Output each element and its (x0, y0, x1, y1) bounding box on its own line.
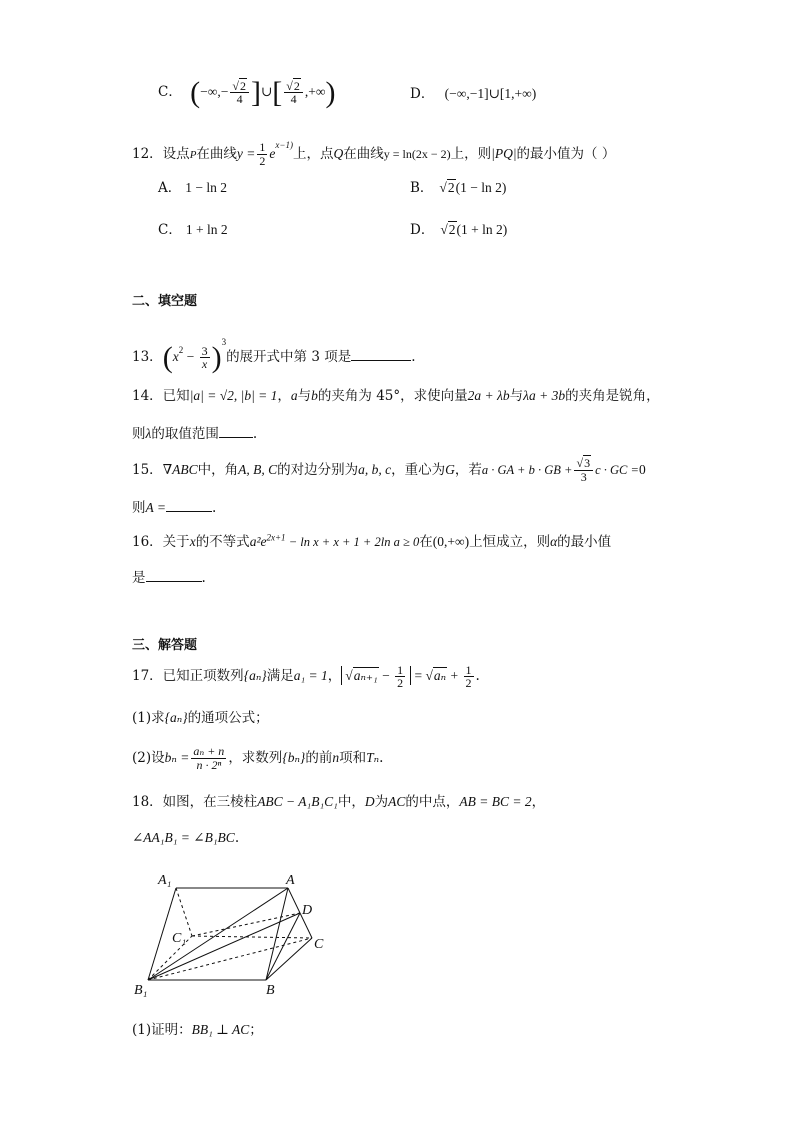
label-d: D (302, 903, 313, 918)
label-c: C (314, 937, 324, 952)
edge-a1-c1 (176, 888, 192, 936)
q15-line2: 则A = . (132, 500, 217, 516)
q14-line1: 14．已知|a| = √2, |b| = 1，a与b的夹角为 45°，求使向量2a + λb与λa + 3b的夹角是锐角， (132, 388, 660, 404)
q11-option-d-expr: (−∞,−1]∪[1,+∞) (444, 86, 537, 101)
section-answer-title: 三、解答题 (132, 638, 198, 653)
q17-part2: (2)设bₙ = $\frac{\text{aₙ + n}}{\text{n · 2ⁿ}}$ ，求数列{bₙ}的前n项和Tₙ. (132, 744, 384, 772)
q11-option-d-label: D． (410, 86, 435, 102)
q12-option-c: C． 1 + ln 2 (158, 222, 228, 238)
edge-a-b (266, 888, 288, 980)
q12-option-b: B． √2(1 − ln 2) (410, 180, 507, 196)
q17-line1: 17．已知正项数列{aₙ}满足a₁ = 1， √aₙ₊₁ − $\frac{1}{2}$ = √aₙ + $\frac{1}{2}$ . (132, 662, 480, 691)
q12-stem: 12．设点P在曲线y = $\frac{1}{2}$ $e^{x-1)}$上，点Q在曲线y = ln(2x − 2)上，则|PQ|的最小值为（ ） (132, 140, 616, 168)
q11-option-c-label: C． (158, 84, 182, 100)
edge-b-d (266, 913, 300, 980)
q12-option-a: A． 1 − ln 2 (158, 180, 227, 196)
edge-b1-a (148, 888, 288, 980)
q16-answer-blank[interactable] (146, 580, 202, 582)
q11-option-c-expr: (−∞,− $\frac{√2}{4}$ ]∪[ $\frac{√2}{4}$ ,+∞) (190, 75, 336, 109)
q14-line2: 则λ的取值范围 . (132, 426, 258, 442)
label-a1: A₁ (158, 873, 172, 888)
label-c1: C₁ (172, 931, 187, 946)
q15-line1: 15．∇ABC中，角A, B, C的对边分别为a, b, c，重心为G，若a · GA + b · GB + $\frac{√3}{3}$ c · GC =0 (132, 456, 646, 484)
q18-part1: (1)证明：BB₁ ⊥ AC； (132, 1022, 263, 1038)
q11-option-c (158, 72, 336, 112)
edge-c1-c (192, 936, 312, 938)
edge-c1-d (192, 913, 300, 936)
prism-figure (128, 868, 338, 998)
q12-option-d: D． √2(1 + ln 2) (410, 222, 508, 238)
q16-line1: 16．关于x的不等式$a^2e^{2x+1} - \ln x + x + 1 + 2\ln$ a ≥ 0在(0,+∞)上恒成立，则α的最小值 (132, 532, 612, 550)
q18-line1: 18．如图，在三棱柱ABC − A₁B₁C₁中，D为AC的中点，AB = BC = 2， (132, 794, 546, 810)
label-a: A (286, 873, 295, 888)
section-fill-in-title: 二、填空题 (132, 294, 198, 309)
q14-answer-blank[interactable] (219, 436, 253, 438)
label-b: B (266, 983, 275, 998)
label-b1: B₁ (134, 983, 148, 998)
q16-line2: 是 . (132, 570, 206, 586)
q13-answer-blank[interactable] (351, 359, 411, 361)
q18-line2: ∠AA₁B₁ = ∠B₁BC. (132, 830, 240, 846)
q17-part1: (1)求{aₙ}的通项公式； (132, 710, 269, 726)
q13: 13．($x^2$ − $\frac{3}{x}$ )$^3$的展开式中第 3 项是 . (132, 337, 416, 374)
q11-option-d (410, 82, 536, 102)
q15-answer-blank[interactable] (166, 510, 212, 512)
